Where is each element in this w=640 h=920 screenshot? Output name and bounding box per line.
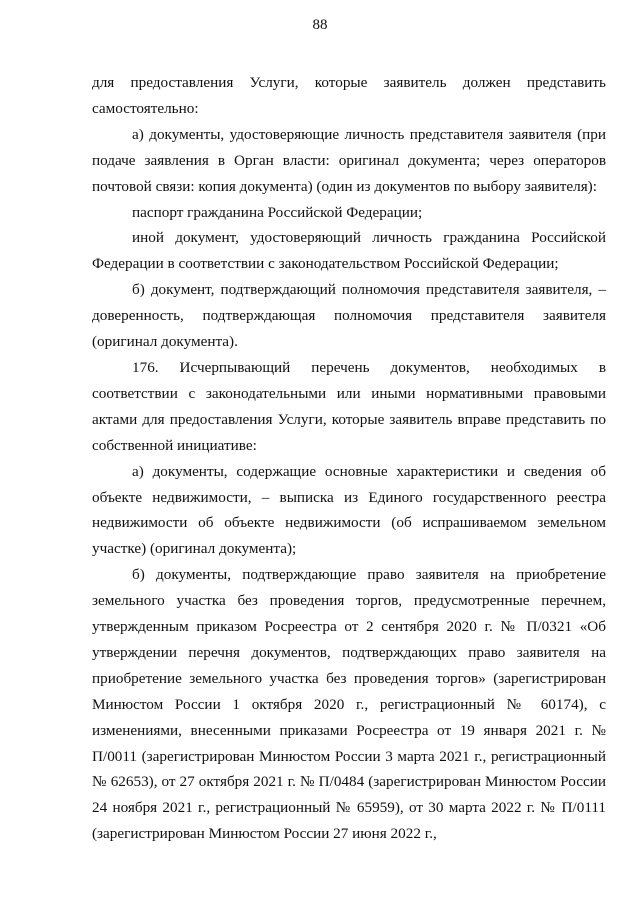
paragraph: паспорт гражданина Российской Федерации;: [132, 203, 423, 221]
paragraph: 176. Исчерпывающий перечень документов, необходимых в соответствии с законодательными или иными нормативными правовыми актами для предоставления Услуги, которые заявитель вправе представить по собственной инициативе:: [92, 358, 606, 454]
page-number: 88: [312, 17, 328, 33]
paragraph: а) документы, содержащие основные характеристики и сведения об объекте недвижимости, – выписка из Единого государственного реестра недвижимости об объекте недвижимости (об испрашиваемом земельном участке) (оригинал документа);: [92, 462, 606, 558]
paragraph: б) документы, подтверждающие право заявителя на приобретение земельного участка без проведения торгов, предусмотренные перечнем, утвержденным приказом Росреестра от 2 сентября 2020 г. № П/0321 «Об утверждении перечня документов, подтверждающих право заявителя на приобретение земельного участка без проведения торгов» (зарегистрирован Минюстом России 1 октября 2020 г., регистрационный № 60174), с изменениями, внесенными приказами Росреестра от 19 января 2021 г. № П/0011 (зарегистрирован Минюстом России 3 марта 2021 г., регистрационный № 62653), от 27 октября 2021 г. № П/0484 (зарегистрирован Минюстом России 24 ноября 2021 г., регистрационный № 65959), от 30 марта 2022 г. № П/0111 (зарегистрирован Минюстом России 27 июня 2022 г.,: [92, 566, 606, 843]
paragraph: а) документы, удостоверяющие личность представителя заявителя (при подаче заявления в Орган власти: оригинал документа; через операторов почтовой связи: копия документа) (один из документов по выбору заявителя):: [92, 125, 606, 195]
document-body: [92, 70, 606, 847]
paragraph: б) документ, подтверждающий полномочия представителя заявителя, – доверенность, подтверждающая полномочия представителя заявителя (оригинал документа).: [92, 281, 606, 351]
paragraph: иной документ, удостоверяющий личность гражданина Российской Федерации в соответствии с законодательством Российской Федерации;: [92, 229, 606, 273]
paragraph: для предоставления Услуги, которые заявитель должен представить самостоятельно:: [92, 74, 606, 117]
